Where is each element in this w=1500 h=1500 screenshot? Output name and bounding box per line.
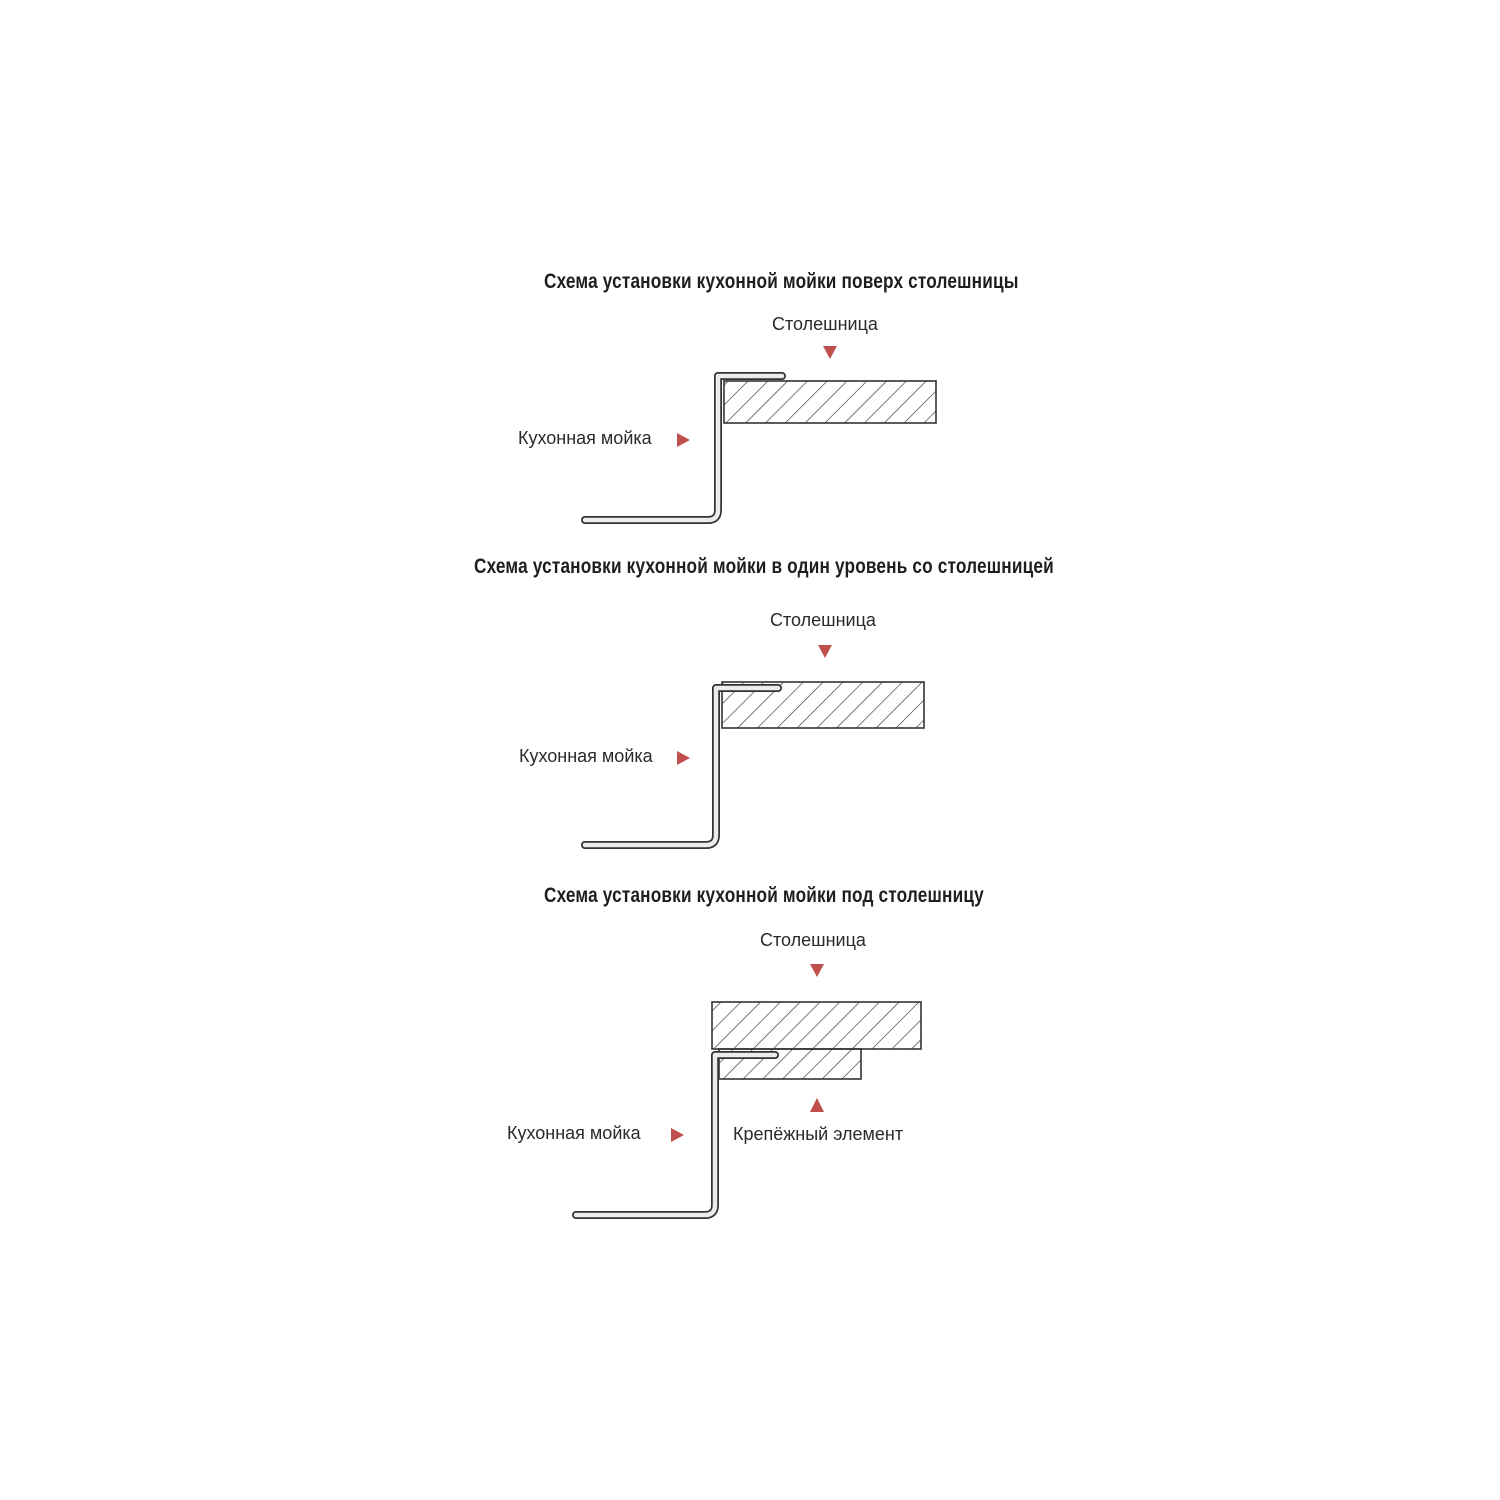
diagram-1-countertop-arrow	[823, 346, 837, 359]
diagram-1-countertop-label: Столешница	[772, 314, 878, 334]
diagram-2-countertop-arrow	[818, 645, 832, 658]
diagram-2-sink-label: Кухонная мойка	[519, 746, 653, 766]
diagram-2-graphic	[585, 645, 924, 845]
diagram-3-fastener-label: Крепёжный элемент	[733, 1124, 904, 1144]
diagram-3-countertop-arrow	[810, 964, 824, 977]
diagram-3-sink-label: Кухонная мойка	[507, 1123, 641, 1143]
diagram-3-title: Схема установки кухонной мойки под столешницу	[544, 884, 984, 907]
diagram-3-fastener-arrow	[810, 1098, 824, 1112]
diagram-1-graphic	[585, 346, 936, 520]
diagram-3-countertop-label: Столешница	[760, 930, 866, 950]
diagram-3-sink-arrow	[671, 1128, 684, 1142]
diagram-2-title: Схема установки кухонной мойки в один уровень со столешницей	[474, 555, 1054, 578]
diagram-3-countertop	[712, 1002, 921, 1049]
diagram-1-sink-arrow	[677, 433, 690, 447]
diagram-1-countertop	[724, 381, 936, 423]
diagram-2-countertop-label: Столешница	[770, 610, 876, 630]
diagram-1-title: Схема установки кухонной мойки поверх столешницы	[544, 270, 1019, 293]
diagram-2-sink-arrow	[677, 751, 690, 765]
diagram-3-graphic	[576, 964, 921, 1215]
diagram-1-sink-label: Кухонная мойка	[518, 428, 652, 448]
